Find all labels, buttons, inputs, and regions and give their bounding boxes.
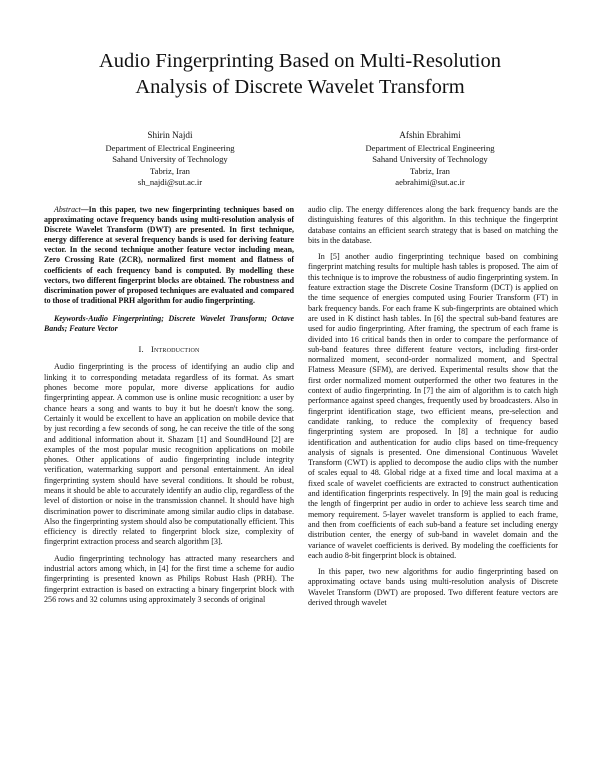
author-name: Afshin Ebrahimi bbox=[399, 130, 461, 140]
title-line-1: Audio Fingerprinting Based on Multi-Resolution bbox=[98, 50, 501, 72]
abstract-text: —In this paper, two new fingerprinting techniques based on approximating octave frequency bands using multi-resolution analysis of Discrete Wavelet Transform (DWT) are presented. In first technique, energy difference at several frequency bands is used for deriving feature vector. In the second technique another feature vector including mean, Zero Crossing Rate (ZCR), normalized first moment and flatness of coefficients of each frequency band is computed. By modelling these vectors, two different fingerprint blocks are obtained. The robustness and discrimination power of proposed techniques are evaluated and compared to those of traditional PRH algorithm for audio fingerprinting. bbox=[44, 205, 294, 305]
author-name: Shirin Najdi bbox=[147, 130, 193, 140]
section-number: I. bbox=[138, 344, 144, 355]
author-university: Sahand University of Technology bbox=[372, 154, 488, 164]
right-column bbox=[308, 205, 558, 614]
author-block bbox=[40, 130, 560, 189]
section-heading bbox=[44, 344, 294, 354]
abstract-lead: Abstract bbox=[54, 205, 81, 214]
abstract bbox=[44, 205, 294, 306]
author-1 bbox=[40, 130, 300, 189]
author-university: Sahand University of Technology bbox=[112, 154, 228, 164]
left-column bbox=[44, 205, 294, 611]
author-2 bbox=[300, 130, 560, 189]
section-title: Introduction bbox=[150, 344, 200, 355]
paragraph: Audio fingerprinting is the process of identifying an audio clip and linking it to corresponding metadata regardless of its format. As smart phones become more popular, more diverse applications for audio fingerprinting appear. A common use is online music recognition: a user by chance hears a song and wants to buy it but he doesn't know the song. Certainly it would be excellent to have an application on mobile device that by just recording a few seconds of song, he can receive the title of the song and additional information about it. Shazam [1] and SoundHound [2] are examples of the most popular music recognition applications on mobile phones. Other applications of audio fingerprinting include integrity verification, watermarking support and personal entertainment. An ideal fingerprinting system should have several conditions. It should be robust, means it should be able to accurately identify an audio clip, regardless of the level of distortion or noise in the transmission channel. It should have high discrimination power to discriminate among similar audio clips in database. Also the fingerprinting system should also be computationally efficient. This efficiency is directly related to fingerprint block size, complexity of fingerprint extraction process and search algorithm [3]. bbox=[44, 362, 294, 547]
author-department: Department of Electrical Engineering bbox=[105, 142, 235, 153]
paragraph: audio clip. The energy differences along the bark frequency bands are the distinguishing features of this algorithm. In this technique the fingerprint database contains an efficient search strategy that is based on matching the bits in the database. bbox=[308, 205, 558, 245]
paragraph: In [5] another audio fingerprinting technique based on combining fingerprint matching results for multiple hash tables is proposed. The aim of this technique is to improve the robustness of audio fingerprinting system. In feature extraction stage the Discrete Cosine Transform (DCT) is applied on the time sequence of energies computed using Fourier Transform (FT) in bark frequency bands. For each frame K sub-fingerprints are obtained which are used in K distinct hash tables. In [6] the spectral sub-band features are used for audio fingerprinting. After framing, the spectrum of each frame is divided into 16 critical bands then in order to compare the performance of sub-band features three different feature vectors, including first-order normalized moment, second-order normalized moment, and Spectral Flatness Measure (SFM), are derived. Experimental results show that the first order normalized moment outperformed the other two features in the context of audio fingerprinting. In [7] the aim of algorithm is to catch high performance against speed changes, frequently used by broadcasters. Also in fingerprint identification stage, two efficient means, pre-selection and candidate ranking, to reduce the complexity of frequency based fingerprinting system are proposed. In [8] a technique for audio identification and authentication for audio clips based on time-frequency analysis of signals is presented. One dimensional Continuous Wavelet Transform (CWT) is applied to decompose the audio clips with the number of scales equal to 48. Global ridge at a fixed time and local maxima at a fixed scale of wavelet coefficients are extracted to construct authentication and identification fingerprints respectively. In [9] the main goal is reducing the length of fingerprint per audio in order to achieve less search time and memory requirement. 5-layer wavelet transform is applied to each frame, and then from coefficients of each sub-band a feature set including energy distribution center, the energy of sub-band in wavelet domain and the variance of wavelet coefficients is derived. By modeling the coefficients for each audio 8-bit fingerprint block is obtained. bbox=[308, 252, 558, 560]
author-email: aebrahimi@sut.ac.ir bbox=[395, 177, 465, 187]
author-department: Department of Electrical Engineering bbox=[365, 142, 495, 153]
author-email: sh_najdi@sut.ac.ir bbox=[137, 177, 203, 187]
author-location: Tabriz, Iran bbox=[150, 165, 190, 176]
author-location: Tabriz, Iran bbox=[410, 165, 450, 176]
paper-title bbox=[40, 48, 560, 100]
title-line-2: Analysis of Discrete Wavelet Transform bbox=[135, 76, 465, 98]
paragraph: Audio fingerprinting technology has attracted many researchers and industrial actors among which, in [4] for the first time a scheme for audio fingerprinting is presented known as Philips Robust Hash (PRH). The fingerprint extraction is based on extracting a binary fingerprint block with 256 rows and 32 columns using approximately 3 seconds of original bbox=[44, 553, 294, 604]
paragraph: In this paper, two new algorithms for audio fingerprinting based on approximating octave bands using multi-resolution analysis of Discrete Wavelet Transform (DWT) are proposed. Two different feature vectors are derived through wavelet bbox=[308, 567, 558, 607]
keywords: Keywords-Audio Fingerprinting; Discrete Wavelet Transform; Octave Bands; Feature Vector bbox=[44, 313, 294, 334]
